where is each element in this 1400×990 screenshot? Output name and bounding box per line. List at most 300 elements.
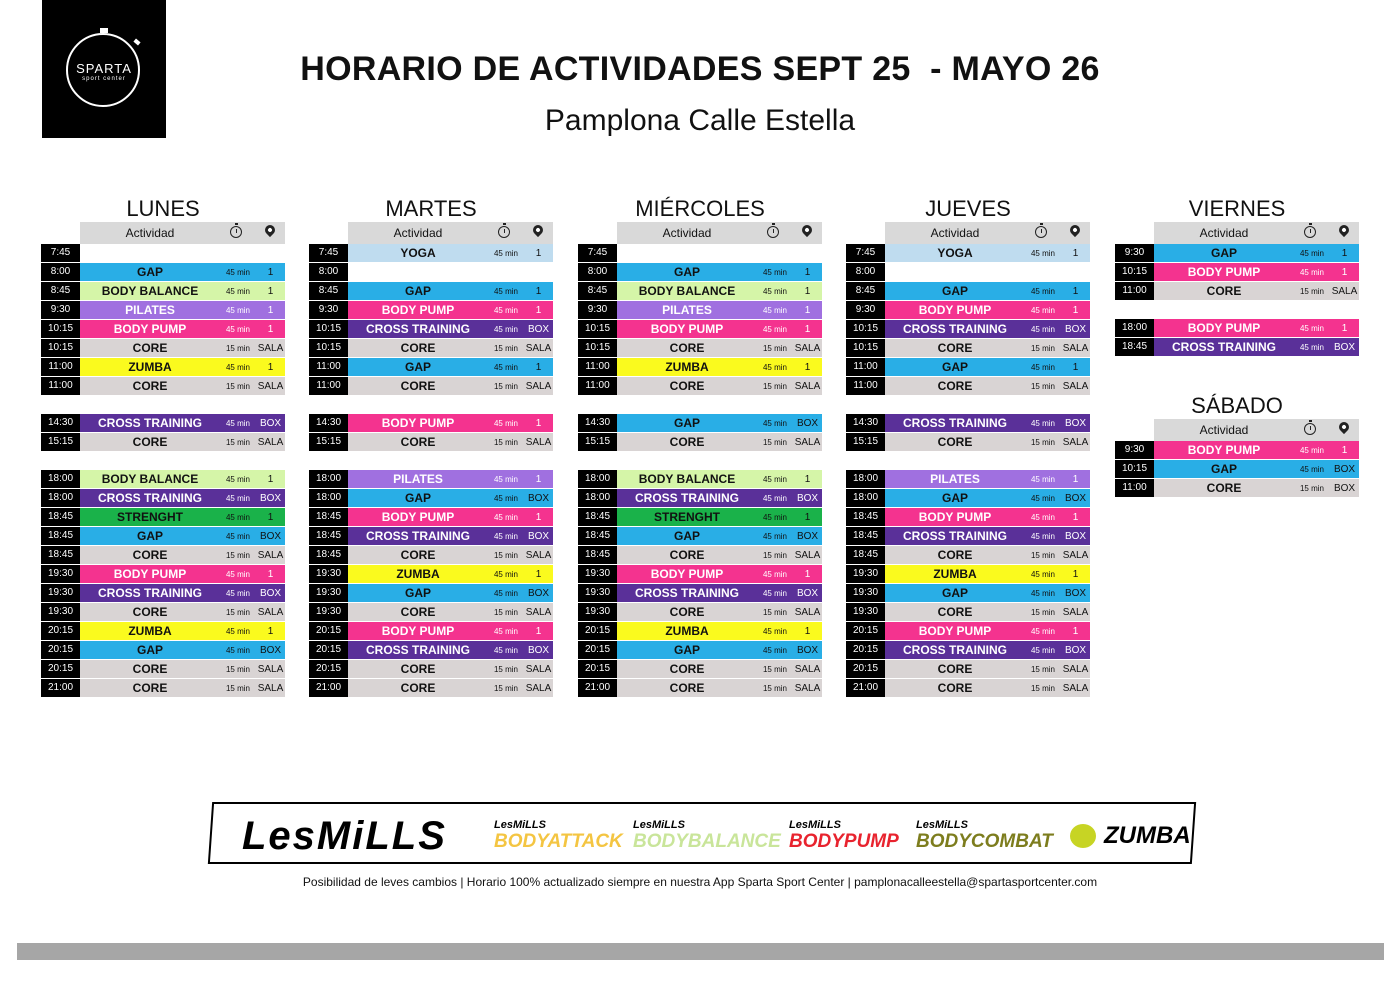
class-time: 9:30 (846, 301, 885, 319)
class-name: ZUMBA (933, 567, 977, 581)
class-row[interactable] (41, 263, 285, 282)
class-row[interactable] (309, 358, 553, 377)
class-location: 1 (804, 361, 811, 373)
class-row[interactable] (1115, 282, 1359, 301)
class-cell (80, 641, 285, 659)
class-row[interactable] (846, 546, 1090, 565)
class-row[interactable] (1115, 460, 1359, 479)
class-row[interactable] (578, 339, 822, 358)
class-cell (617, 679, 822, 697)
class-row[interactable] (846, 339, 1090, 358)
class-row[interactable] (309, 282, 553, 301)
class-name: STRENGHT (654, 510, 720, 524)
class-duration: 45 min (1030, 512, 1055, 522)
class-duration: 45 min (762, 474, 787, 484)
class-duration: 45 min (225, 588, 250, 598)
class-cell (617, 489, 822, 507)
class-cell (617, 263, 822, 281)
class-row[interactable] (41, 339, 285, 358)
class-name: PILATES (393, 472, 443, 486)
class-duration: 45 min (493, 418, 518, 428)
class-cell (1154, 263, 1359, 281)
class-time: 21:00 (846, 679, 885, 697)
class-location: 1 (267, 568, 274, 580)
class-name: GAP (136, 529, 163, 543)
class-duration: 45 min (762, 626, 787, 636)
class-duration: 45 min (225, 569, 250, 579)
class-row[interactable] (846, 433, 1090, 452)
class-row[interactable] (41, 244, 285, 263)
class-time: 10:15 (1115, 460, 1154, 478)
class-location: SALA (1062, 663, 1089, 675)
class-row[interactable] (578, 470, 822, 489)
class-name: GAP (1210, 246, 1237, 260)
class-name: BODY BALANCE (638, 284, 736, 298)
class-row[interactable] (578, 489, 822, 508)
class-time: 9:30 (578, 301, 617, 319)
program-bodyattack (494, 820, 623, 852)
class-time: 18:45 (309, 546, 348, 564)
class-row[interactable] (578, 527, 822, 546)
class-location: BOX (1064, 323, 1087, 335)
day-column (578, 196, 822, 698)
class-name: GAP (673, 643, 700, 657)
class-duration: 45 min (1299, 323, 1324, 333)
class-row[interactable] (309, 339, 553, 358)
class-location: 1 (535, 285, 542, 297)
class-cell (348, 244, 553, 262)
time-block (1115, 441, 1359, 498)
class-duration: 45 min (762, 531, 787, 541)
class-name: CROSS TRAINING (97, 416, 202, 430)
class-location: BOX (796, 644, 819, 656)
class-row[interactable] (309, 301, 553, 320)
class-name: CORE (937, 681, 973, 695)
table-header (617, 222, 822, 244)
class-row[interactable] (846, 320, 1090, 339)
class-cell (80, 489, 285, 507)
class-row[interactable] (846, 565, 1090, 584)
class-location: 1 (804, 625, 811, 637)
class-duration: 45 min (1030, 588, 1055, 598)
class-row[interactable] (578, 244, 822, 263)
class-cell (348, 470, 553, 488)
class-row[interactable] (309, 603, 553, 622)
map-pin-icon (789, 222, 821, 244)
class-location: BOX (259, 587, 282, 599)
class-name: BODY PUMP (918, 510, 992, 524)
time-block (1115, 244, 1359, 301)
class-time: 19:30 (309, 565, 348, 583)
class-name: BODY BALANCE (638, 472, 736, 486)
class-name: BODY PUMP (918, 624, 992, 638)
class-duration: 45 min (493, 248, 518, 258)
class-time: 18:45 (41, 527, 80, 545)
class-duration: 45 min (225, 286, 250, 296)
class-time: 11:00 (1115, 282, 1154, 300)
block-spacer (846, 452, 1090, 470)
class-row[interactable] (1115, 338, 1359, 357)
class-location: SALA (794, 380, 821, 392)
day-name: LUNES (126, 196, 200, 221)
class-time: 18:00 (578, 470, 617, 488)
class-row[interactable] (578, 433, 822, 452)
class-row[interactable] (578, 641, 822, 660)
class-time: 18:45 (846, 508, 885, 526)
class-row[interactable] (309, 565, 553, 584)
class-row[interactable] (846, 508, 1090, 527)
class-duration: 45 min (493, 362, 518, 372)
class-duration: 45 min (762, 645, 787, 655)
class-row[interactable] (846, 584, 1090, 603)
class-row[interactable] (846, 470, 1090, 489)
class-row[interactable] (846, 489, 1090, 508)
class-row[interactable] (41, 433, 285, 452)
class-cell (885, 489, 1090, 507)
class-cell (80, 339, 285, 357)
class-time: 15:15 (578, 433, 617, 451)
header-activity: Actividad (662, 226, 712, 240)
class-row[interactable] (309, 508, 553, 527)
class-duration: 45 min (1030, 474, 1055, 484)
class-row[interactable] (41, 622, 285, 641)
class-cell (348, 433, 553, 451)
class-row[interactable] (309, 584, 553, 603)
class-location: 1 (1072, 473, 1079, 485)
partners-banner (208, 802, 1196, 864)
class-time: 20:15 (578, 660, 617, 678)
class-row[interactable] (1115, 479, 1359, 498)
class-time: 19:30 (41, 603, 80, 621)
class-location: SALA (1062, 380, 1089, 392)
class-row[interactable] (578, 301, 822, 320)
class-row[interactable] (309, 470, 553, 489)
program-bodycombat (916, 820, 1053, 852)
class-name: CROSS TRAINING (902, 416, 1007, 430)
stopwatch-knob (133, 39, 140, 46)
class-row[interactable] (578, 358, 822, 377)
class-time: 20:15 (578, 622, 617, 640)
class-cell (348, 565, 553, 583)
class-cell (348, 339, 553, 357)
class-location: BOX (527, 323, 550, 335)
class-cell (617, 339, 822, 357)
class-name: BODY PUMP (381, 624, 455, 638)
class-row[interactable] (846, 679, 1090, 698)
class-location: 1 (267, 323, 274, 335)
class-cell (348, 546, 553, 564)
stopwatch-icon-shape (1304, 226, 1316, 238)
class-name: BODY PUMP (918, 303, 992, 317)
class-location: BOX (1333, 463, 1356, 475)
class-duration: 15 min (1030, 343, 1055, 353)
class-row[interactable] (41, 377, 285, 396)
class-row[interactable] (578, 414, 822, 433)
class-time: 18:00 (846, 470, 885, 488)
class-name: GAP (941, 491, 968, 505)
class-time: 18:00 (41, 489, 80, 507)
class-row[interactable] (309, 489, 553, 508)
class-name: CORE (400, 341, 436, 355)
class-cell (348, 282, 553, 300)
class-location: SALA (1331, 285, 1358, 297)
class-location: 1 (1341, 444, 1348, 456)
class-row[interactable] (41, 546, 285, 565)
class-time: 18:00 (309, 489, 348, 507)
class-cell (348, 527, 553, 545)
class-cell (1154, 441, 1359, 459)
class-row[interactable] (41, 358, 285, 377)
class-location: 1 (804, 511, 811, 523)
class-duration: 45 min (762, 588, 787, 598)
block-spacer (309, 396, 553, 414)
stopwatch-icon (1294, 222, 1326, 244)
class-cell (348, 508, 553, 526)
class-duration: 45 min (225, 474, 250, 484)
class-row[interactable] (846, 244, 1090, 263)
class-name: BODY PUMP (1187, 265, 1261, 279)
class-duration: 45 min (1299, 342, 1324, 352)
class-row[interactable] (309, 263, 553, 282)
class-duration: 15 min (762, 381, 787, 391)
class-location: BOX (1064, 530, 1087, 542)
class-row[interactable] (578, 679, 822, 698)
class-time: 20:15 (309, 622, 348, 640)
program-bodybalance (633, 820, 781, 852)
class-cell (617, 320, 822, 338)
class-time: 14:30 (309, 414, 348, 432)
class-name: BODY BALANCE (101, 472, 199, 486)
class-row[interactable] (41, 527, 285, 546)
class-cell (617, 641, 822, 659)
day-column (309, 196, 553, 698)
class-cell (617, 244, 822, 262)
class-duration: 45 min (762, 493, 787, 503)
class-row[interactable] (309, 660, 553, 679)
map-pin-icon (1326, 222, 1358, 244)
class-location: SALA (257, 342, 284, 354)
map-pin-icon-shape (1337, 223, 1351, 237)
sparta-logo (42, 0, 166, 138)
class-row[interactable] (846, 660, 1090, 679)
class-time: 19:30 (846, 603, 885, 621)
class-name: GAP (404, 360, 431, 374)
class-location: 1 (1341, 266, 1348, 278)
class-location: 1 (535, 361, 542, 373)
class-row[interactable] (578, 263, 822, 282)
class-row[interactable] (41, 641, 285, 660)
class-row[interactable] (309, 433, 553, 452)
class-duration: 15 min (225, 381, 250, 391)
class-row[interactable] (309, 546, 553, 565)
class-location: 1 (804, 304, 811, 316)
class-location: 1 (1072, 511, 1079, 523)
class-location: BOX (1333, 482, 1356, 494)
time-block (578, 244, 822, 396)
class-location: BOX (259, 492, 282, 504)
class-cell (80, 679, 285, 697)
class-row[interactable] (578, 508, 822, 527)
class-duration: 45 min (493, 531, 518, 541)
class-row[interactable] (41, 414, 285, 433)
stopwatch-icon-shape (767, 226, 779, 238)
class-row[interactable] (578, 622, 822, 641)
class-name: ZUMBA (128, 624, 172, 638)
program-bodypump (789, 820, 899, 852)
class-row[interactable] (846, 282, 1090, 301)
class-row[interactable] (41, 301, 285, 320)
class-row[interactable] (1115, 441, 1359, 460)
class-location: SALA (1062, 549, 1089, 561)
class-duration: 45 min (1030, 531, 1055, 541)
class-row[interactable] (41, 282, 285, 301)
class-row[interactable] (309, 527, 553, 546)
class-time: 18:45 (41, 508, 80, 526)
class-row[interactable] (578, 546, 822, 565)
class-time: 19:30 (578, 584, 617, 602)
class-cell (348, 622, 553, 640)
class-row[interactable] (41, 603, 285, 622)
class-cell (348, 603, 553, 621)
class-time: 18:45 (309, 527, 348, 545)
class-row[interactable] (846, 622, 1090, 641)
class-location: SALA (525, 682, 552, 694)
class-cell (348, 641, 553, 659)
lesmills-logo: LesMiLLS (242, 814, 447, 858)
header-activity: Actividad (125, 226, 175, 240)
class-location: 1 (535, 417, 542, 429)
block-spacer (1115, 301, 1359, 319)
class-duration: 45 min (493, 626, 518, 636)
class-time: 14:30 (846, 414, 885, 432)
class-location: 1 (267, 361, 274, 373)
class-duration: 45 min (762, 418, 787, 428)
time-block (578, 470, 822, 698)
stopwatch-icon-shape (230, 226, 242, 238)
class-duration: 45 min (762, 569, 787, 579)
class-row[interactable] (41, 508, 285, 527)
class-location: BOX (796, 530, 819, 542)
class-name: CORE (669, 662, 705, 676)
class-name: GAP (673, 265, 700, 279)
class-duration: 45 min (762, 362, 787, 372)
class-location: 1 (804, 285, 811, 297)
class-time: 7:45 (846, 244, 885, 262)
class-row[interactable] (846, 263, 1090, 282)
class-time: 11:00 (41, 377, 80, 395)
class-row[interactable] (309, 679, 553, 698)
class-row[interactable] (41, 679, 285, 698)
class-row[interactable] (309, 320, 553, 339)
class-name: CROSS TRAINING (634, 586, 739, 600)
class-row[interactable] (1115, 263, 1359, 282)
class-duration: 45 min (1030, 248, 1055, 258)
class-location: BOX (527, 587, 550, 599)
class-time: 7:45 (309, 244, 348, 262)
class-location: 1 (804, 266, 811, 278)
class-row[interactable] (41, 584, 285, 603)
class-time: 10:15 (1115, 263, 1154, 281)
class-duration: 15 min (493, 550, 518, 560)
class-time: 18:00 (1115, 319, 1154, 337)
class-row[interactable] (578, 660, 822, 679)
class-time: 7:45 (41, 244, 80, 262)
class-duration: 45 min (493, 569, 518, 579)
class-time: 11:00 (846, 358, 885, 376)
class-name: CROSS TRAINING (902, 322, 1007, 336)
class-row[interactable] (309, 414, 553, 433)
class-row[interactable] (1115, 244, 1359, 263)
class-row[interactable] (578, 584, 822, 603)
class-location: 1 (267, 473, 274, 485)
class-row[interactable] (846, 641, 1090, 660)
class-row[interactable] (578, 377, 822, 396)
program-name: BODYCOMBAT (916, 831, 1053, 852)
class-row[interactable] (578, 282, 822, 301)
class-location: BOX (259, 644, 282, 656)
time-block (41, 244, 285, 396)
class-row[interactable] (309, 377, 553, 396)
class-cell (885, 679, 1090, 697)
class-time: 20:15 (41, 660, 80, 678)
class-row[interactable] (846, 377, 1090, 396)
class-time: 8:45 (309, 282, 348, 300)
class-duration: 45 min (1030, 645, 1055, 655)
class-row[interactable] (846, 414, 1090, 433)
class-row[interactable] (846, 527, 1090, 546)
class-row[interactable] (309, 641, 553, 660)
class-row[interactable] (309, 622, 553, 641)
class-row[interactable] (846, 603, 1090, 622)
class-duration: 45 min (1030, 493, 1055, 503)
class-row[interactable] (41, 489, 285, 508)
class-location: 1 (1072, 285, 1079, 297)
class-duration: 15 min (1299, 483, 1324, 493)
class-time: 19:30 (846, 584, 885, 602)
class-location: SALA (1062, 342, 1089, 354)
class-time: 11:00 (846, 377, 885, 395)
class-time: 18:45 (578, 508, 617, 526)
class-time: 8:45 (578, 282, 617, 300)
class-time: 10:15 (846, 339, 885, 357)
class-row[interactable] (41, 320, 285, 339)
class-row[interactable] (846, 358, 1090, 377)
class-row[interactable] (1115, 319, 1359, 338)
class-row[interactable] (41, 470, 285, 489)
class-location: SALA (525, 380, 552, 392)
class-location: SALA (794, 663, 821, 675)
class-row[interactable] (309, 244, 553, 263)
class-row[interactable] (578, 565, 822, 584)
class-time: 18:00 (846, 489, 885, 507)
class-duration: 15 min (225, 437, 250, 447)
class-row[interactable] (578, 320, 822, 339)
map-pin-icon-shape (1068, 223, 1082, 237)
class-row[interactable] (846, 301, 1090, 320)
class-name: CROSS TRAINING (902, 643, 1007, 657)
class-duration: 45 min (1030, 305, 1055, 315)
class-name: PILATES (930, 472, 980, 486)
class-time: 9:30 (41, 301, 80, 319)
class-name: CORE (937, 341, 973, 355)
stopwatch-icon (488, 222, 520, 244)
class-row[interactable] (41, 660, 285, 679)
day-name: SÁBADO (1191, 393, 1283, 418)
class-location: BOX (527, 492, 550, 504)
class-cell (885, 320, 1090, 338)
class-row[interactable] (578, 603, 822, 622)
class-row[interactable] (41, 565, 285, 584)
